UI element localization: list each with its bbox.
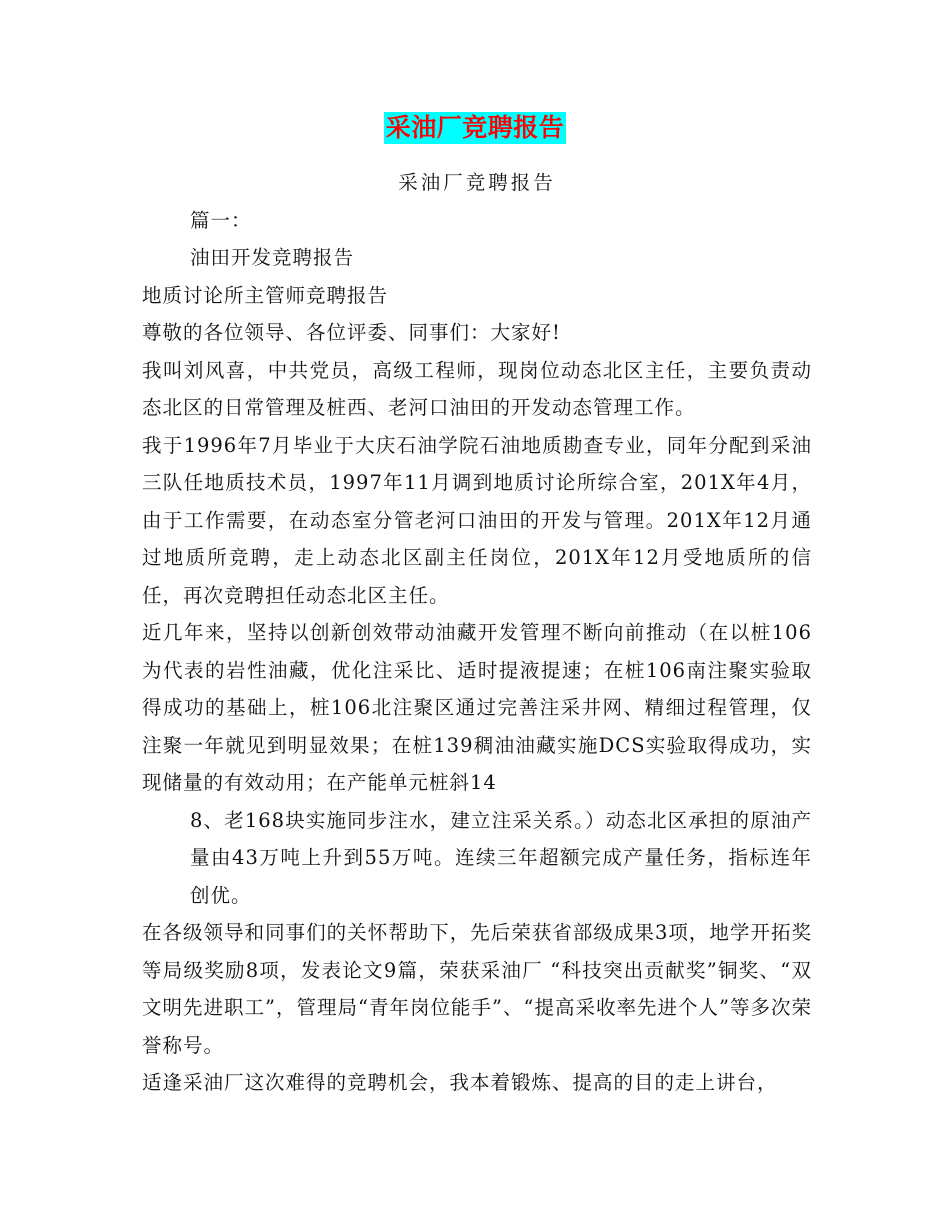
body-paragraph: 近几年来，坚持以创新创效带动油藏开发管理不断向前推动（在以桩106为代表的岩性油藏，优化注采比、适时提液提速；在桩106南注聚实验取得成功的基础上，桩106北注聚区通过完善注采井网、精细过程管理，仅注聚一年就见到明显效果；在桩139稠油油藏实施DCS实验取得成功，实现储量的有效动用；在产能单元桩斜14: [142, 621, 812, 794]
body-paragraph: 8、老168块实施同步注水，建立注采关系。）动态北区承担的原油产量由43万吨上升到55万吨。连续三年超额完成产量任务，指标连年创优。: [190, 808, 812, 907]
body-paragraph: 适逢采油厂这次难得的竞聘机会，我本着锻炼、提高的目的走上讲台，: [142, 1071, 778, 1094]
section-label: 篇一：: [190, 208, 252, 232]
body-paragraph: 我叫刘风喜，中共党员，高级工程师，现岗位动态北区主任，主要负责动态北区的日常管理及桩西、老河口油田的开发动态管理工作。: [142, 358, 812, 419]
body-paragraph: 在各级领导和同事们的关怀帮助下，先后荣获省部级成果3项，地学开拓奖等局级奖励8项，发表论文9篇，荣获采油厂 “科技突出贡献奖”铜奖、“双文明先进职工”，管理局“青年岗位能手”、“提高采收率先进个人”等多次荣誉称号。: [142, 921, 812, 1057]
document-body: [142, 164, 812, 1102]
section-heading: 油田开发竞聘报告: [190, 246, 355, 269]
report-heading: 地质讨论所主管师竞聘报告: [142, 283, 389, 307]
title-block: [0, 112, 950, 144]
document-title: 采油厂竞聘报告: [385, 113, 565, 142]
body-paragraph: 我于1996年7月毕业于大庆石油学院石油地质勘查专业，同年分配到采油三队任地质技术员，1997年11月调到地质讨论所综合室，201X年4月，由于工作需要，在动态室分管老河口油田的开发与管理。201X年12月通过地质所竞聘，走上动态北区副主任岗位，201X年12月受地质所的信任，再次竞聘担任动态北区主任。: [142, 433, 812, 607]
greeting-paragraph: 尊敬的各位领导、各位评委、同事们：大家好!: [142, 321, 561, 344]
document-subtitle: 采油厂竞聘报告: [398, 171, 556, 194]
